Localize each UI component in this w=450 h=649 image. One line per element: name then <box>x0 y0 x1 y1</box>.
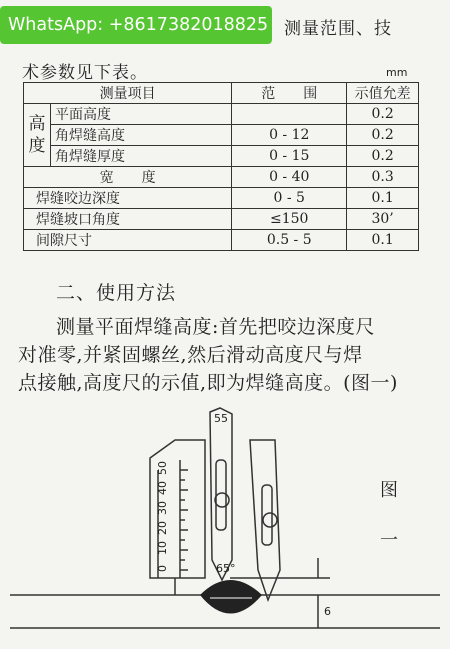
group-char: 度 <box>28 136 46 156</box>
table-row <box>24 209 419 230</box>
angle-screw <box>263 513 277 527</box>
cell-tolerance: 0.2 <box>347 125 419 146</box>
spec-table <box>23 82 419 251</box>
cell-range: 0 - 5 <box>232 188 347 209</box>
intro-text-line1: 测量范围、技 <box>284 19 392 39</box>
scale-label: 50 <box>156 461 169 475</box>
top-mark: 55 <box>214 412 228 425</box>
cell-tolerance: 0.2 <box>347 146 419 167</box>
paragraph-line: 测量平面焊缝高度:首先把咬边深度尺 <box>56 316 375 338</box>
table-row <box>24 104 419 125</box>
cell-item: 角焊缝高度 <box>51 125 232 146</box>
table-row <box>24 167 419 188</box>
gap-label: 6 <box>324 605 331 618</box>
scale-label: 40 <box>156 481 169 495</box>
cell-item: 角焊缝厚度 <box>51 146 232 167</box>
table-row <box>24 146 419 167</box>
figure-caption <box>376 480 402 552</box>
header-tolerance: 示值允差 <box>347 83 419 104</box>
scale-label: 20 <box>156 521 169 535</box>
scale-label: 30 <box>156 501 169 515</box>
cell-item: 间隙尺寸 <box>24 230 232 251</box>
cell-tolerance: 0.2 <box>347 104 419 125</box>
cell-tolerance: 0.1 <box>347 230 419 251</box>
section-title: 二、使用方法 <box>56 282 177 304</box>
caption-char: 一 <box>380 530 398 551</box>
header-item: 测量项目 <box>24 83 232 104</box>
cell-range: 0.5 - 5 <box>232 230 347 251</box>
cell-item: 焊缝咬边深度 <box>24 188 232 209</box>
scale-label: 0 <box>156 565 169 572</box>
cell-tolerance: 0.3 <box>347 167 419 188</box>
cell-item: 焊缝坡口角度 <box>24 209 232 230</box>
table-row <box>24 188 419 209</box>
angle-slot <box>262 485 272 545</box>
cell-range: 0 - 40 <box>232 167 347 188</box>
caption-spacer <box>376 502 402 530</box>
group-char: 高 <box>28 114 46 134</box>
whatsapp-overlay: WhatsApp: +8617382018825 <box>0 6 272 44</box>
cell-range: 0 - 12 <box>232 125 347 146</box>
cell-range: ≤150 <box>232 209 347 230</box>
cell-range: 0 - 15 <box>232 146 347 167</box>
caption-char: 图 <box>380 480 398 501</box>
height-pointer <box>210 408 232 580</box>
table-row <box>24 125 419 146</box>
paragraph-line: 对准零,并紧固螺丝,然后滑动高度尺与焊 <box>18 344 363 366</box>
table-row <box>24 230 419 251</box>
angle-label: 65° <box>216 562 236 575</box>
cell-item: 平面高度 <box>51 104 232 125</box>
weld-bead <box>200 580 262 614</box>
angle-pointer <box>250 440 280 600</box>
intro-text-line2: 术参数见下表。 <box>22 63 148 83</box>
cell-item: 宽 度 <box>24 167 232 188</box>
cell-tolerance: 0.1 <box>347 188 419 209</box>
scale-label: 10 <box>156 541 169 555</box>
header-range: 范 围 <box>232 83 347 104</box>
ruler-ticks <box>180 470 188 570</box>
paragraph-line: 点接触,高度尺的示值,即为焊缝高度。(图一) <box>18 372 398 394</box>
unit-label: mm <box>386 66 408 79</box>
cell-tolerance: 30’ <box>347 209 419 230</box>
height-group-label <box>24 104 51 167</box>
cell-range <box>232 104 347 125</box>
pointer-screw <box>215 493 229 507</box>
table-header-row <box>24 83 419 104</box>
